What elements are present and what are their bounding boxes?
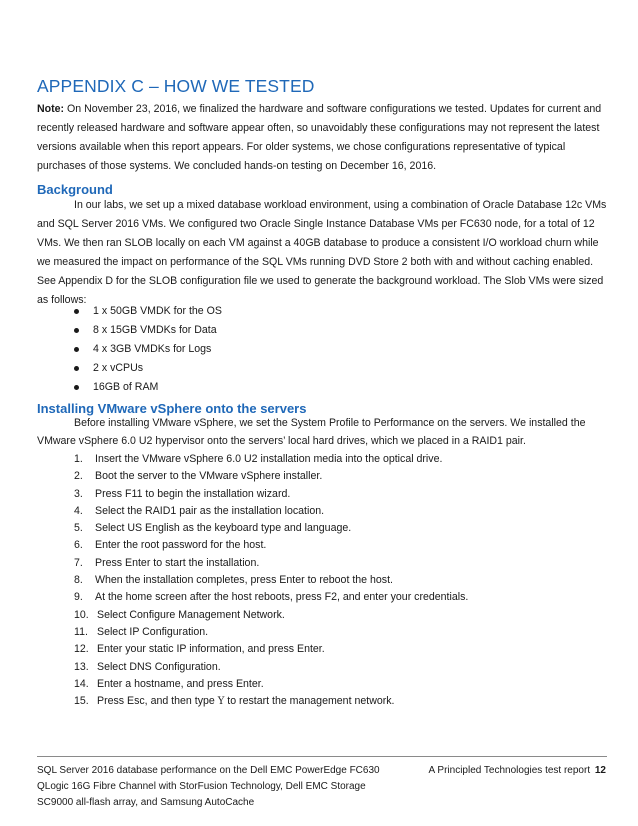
step-text: Press F11 to begin the installation wizard. [95, 487, 291, 500]
step-number: 3. [74, 487, 83, 500]
list-item [74, 555, 468, 572]
list-item [74, 572, 468, 589]
background-paragraph: In our labs, we set up a mixed database workload environment, using a combination of Oracle Database 12c VMs and SQL Server 2016 VMs. We configured two Oracle Single Instance Database VMs per FC630 node, for a total of 12 VMs. We then ran SLOB locally on each VM against a 40GB database to produce a consistent I/O workload churn while we measured the impact on performance of the SQL VMs running DVD Store 2 both with and without caching enabled. See Appendix D for the SLOB configuration file we used to generate the background workload. The Slob VMs were sized as follows: [37, 199, 607, 306]
note-label: Note: [37, 103, 65, 115]
install-paragraph: Before installing VMware vSphere, we set the System Profile to Performance on the servers. We installed the VMware vSphere 6.0 U2 hypervisor onto the servers’ local hard drives, which we placed in a RAID1 pair. [37, 417, 586, 447]
list-item: 2 x vCPUs [72, 359, 222, 378]
step-text: Select US English as the keyboard type and language. [95, 522, 352, 535]
step-number: 2. [74, 470, 83, 483]
step-text: Enter a hostname, and press Enter. [97, 677, 264, 690]
list-item [74, 537, 468, 554]
step-number: 6. [74, 539, 83, 552]
step-text: At the home screen after the host reboots, press F2, and enter your credentials. [95, 591, 469, 604]
step-text: Enter your static IP information, and press Enter. [97, 643, 325, 656]
step-text: Boot the server to the VMware vSphere installer. [95, 470, 323, 483]
step-text: Press Enter to start the installation. [95, 556, 260, 569]
step-number: 7. [74, 556, 83, 569]
step-number: 5. [74, 522, 83, 535]
step-text: Select Configure Management Network. [97, 608, 285, 621]
step-number: 12. [74, 643, 89, 656]
footer-divider [37, 756, 607, 757]
step-number: 8. [74, 574, 83, 587]
step-text: Press Esc, and then type [97, 695, 218, 708]
key-glyph: Y [217, 696, 225, 708]
list-item [74, 676, 468, 693]
step-text: Select the RAID1 pair as the installation location. [95, 504, 325, 517]
step-number: 14. [74, 677, 89, 690]
step-number: 9. [74, 591, 83, 604]
list-item [74, 589, 468, 606]
footer-brand-text: A Principled Technologies test report [428, 765, 591, 776]
step-text: Insert the VMware vSphere 6.0 U2 installation media into the optical drive. [95, 453, 443, 465]
list-item: 1 x 50GB VMDK for the OS [72, 302, 222, 321]
step-text: Select DNS Configuration. [97, 660, 221, 673]
vm-sizing-list [72, 302, 222, 397]
page-number: 12 [594, 765, 606, 776]
note-text: On November 23, 2016, we finalized the hardware and software configurations we tested. Updates for current and recently released hardware and software appear often, so unavoidably these configurations may not represent the latest versions available when this report appears. For older systems, we chose configurations representative of typical purchases of those systems. We concluded hands-on testing on December 16, 2016. [37, 103, 602, 172]
list-item [74, 659, 468, 676]
install-steps-list [74, 451, 468, 710]
list-item [74, 486, 468, 503]
note-paragraph [37, 100, 607, 176]
step-number: 11. [74, 625, 88, 638]
footer-report-title: SQL Server 2016 database performance on the Dell EMC PowerEdge FC630 QLogic 16G Fibre Channel with StorFusion Technology, Dell EMC Storage SC9000 all-flash array, and Samsung AutoCache [37, 765, 380, 808]
install-heading: Installing VMware vSphere onto the servers [37, 401, 307, 416]
list-item [74, 641, 468, 658]
step-number: 15. [74, 695, 89, 708]
step-number: 1. [74, 453, 83, 465]
list-item [74, 693, 468, 710]
list-item: 4 x 3GB VMDKs for Logs [72, 340, 222, 359]
step-text: Enter the root password for the host. [95, 539, 267, 552]
background-heading: Background [37, 182, 113, 197]
step-number: 10. [74, 608, 89, 621]
appendix-heading: APPENDIX C – HOW WE TESTED [37, 76, 315, 96]
list-item [74, 624, 468, 641]
step-text-after: to restart the management network. [224, 695, 395, 708]
step-text: When the installation completes, press Enter to reboot the host. [95, 574, 393, 587]
list-item [74, 520, 468, 537]
list-item [74, 503, 468, 520]
step-number: 13. [74, 660, 89, 673]
list-item: 8 x 15GB VMDKs for Data [72, 321, 222, 340]
footer-report-label [429, 763, 606, 779]
step-number: 4. [74, 504, 83, 517]
step-text: Select IP Configuration. [97, 625, 209, 638]
list-item [74, 468, 468, 485]
list-item: 16GB of RAM [72, 378, 222, 397]
list-item [74, 607, 468, 624]
list-item [74, 451, 468, 468]
